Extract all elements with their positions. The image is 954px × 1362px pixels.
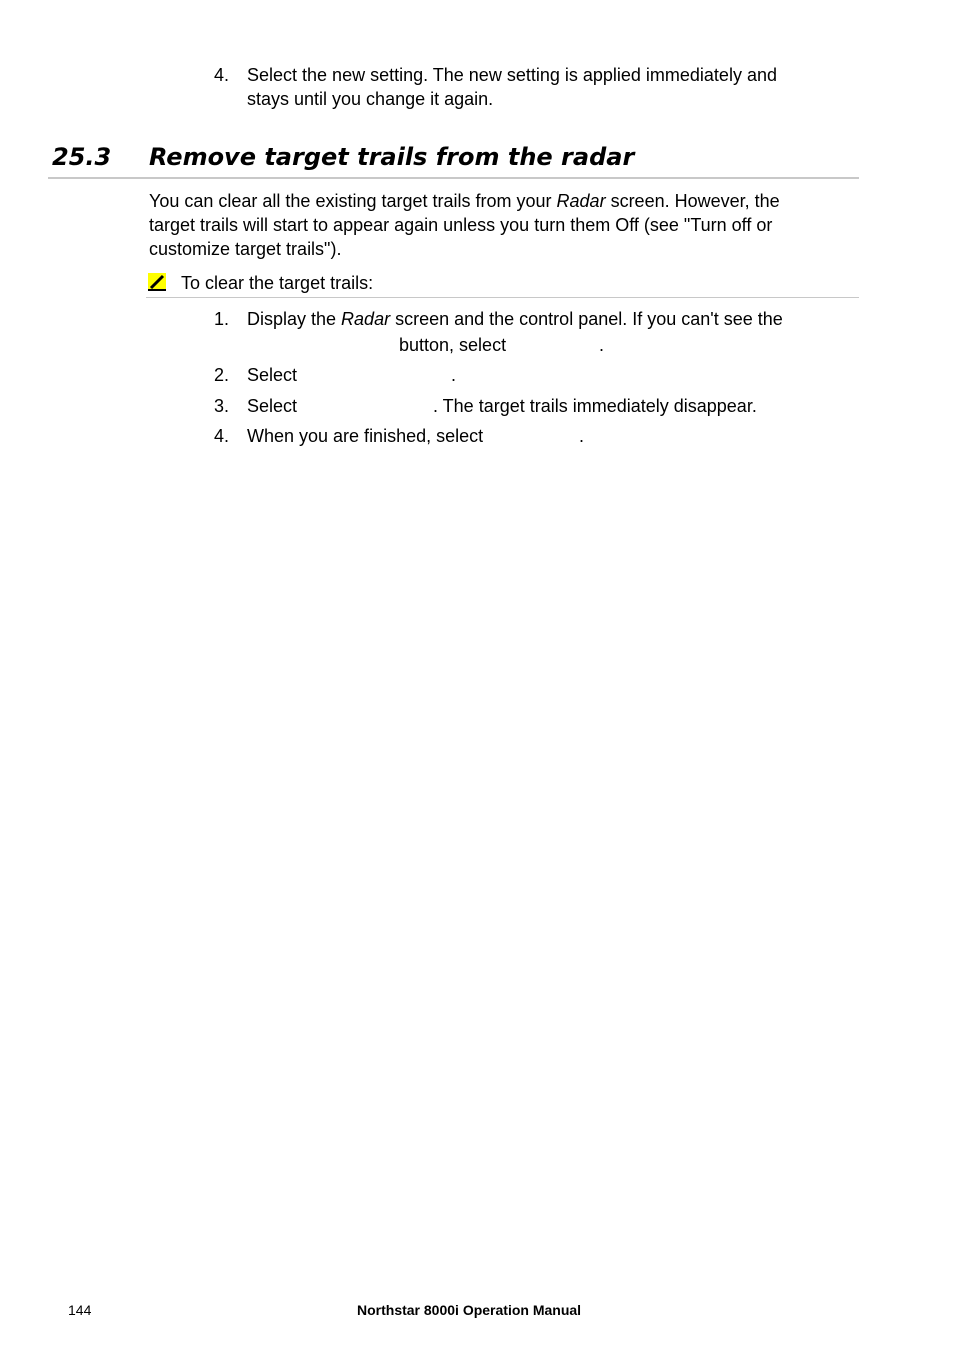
radar-emphasis: Radar [341,309,391,329]
step-number: 1. [214,309,230,329]
intro-text: screen. However, the [605,191,780,211]
step-text-part: screen and the control panel. If you can't see the [390,309,783,329]
page-number: 144 [68,1302,92,1318]
step-number: 4. [214,65,230,85]
procedure-rule [146,297,859,298]
section-rule [48,177,859,179]
step-text: Select [247,396,298,416]
radar-emphasis: Radar [556,191,606,211]
intro-line-3: customize target trails"). [149,239,342,259]
step-text-line-1: Select the new setting. The new setting is applied immediately and [247,65,777,85]
step-number: 3. [214,396,230,416]
step-text-line-2: button, select [399,335,507,355]
step-text-end: . [599,335,605,355]
step-text-line-2: stays until you change it again. [247,89,494,109]
section-number: 25.3 [52,143,112,171]
step-number: 2. [214,365,230,385]
step-text [247,307,783,331]
step-text-part: Display the [247,309,342,329]
procedure-title: To clear the target trails: [181,273,374,293]
manual-title: Northstar 8000i Operation Manual [357,1302,582,1318]
procedure-icon [148,273,166,291]
step-text: Select [247,365,298,385]
intro-text: You can clear all the existing target trails from your [149,191,557,211]
intro-line-1 [149,189,780,213]
step-text: When you are finished, select [247,426,484,446]
step-number: 4. [214,426,230,446]
step-text-end: . [579,426,585,446]
section-title: Remove target trails from the radar [149,143,635,171]
step-text-end: . [451,365,457,385]
step-text-end: . The target trails immediately disappear. [433,396,757,416]
intro-line-2: target trails will start to appear again unless you turn them Off (see "Turn off or [149,215,773,235]
